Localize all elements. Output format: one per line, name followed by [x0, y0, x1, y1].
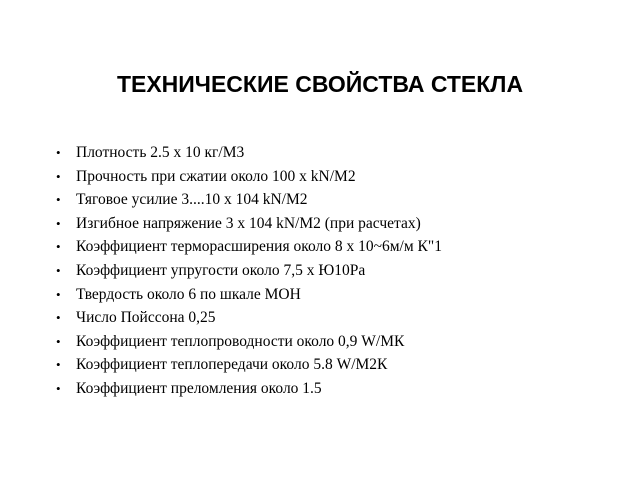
- bullet-icon: •: [56, 380, 61, 396]
- list-item-text: Прочность при сжатии около 100 х kN/М2: [76, 167, 356, 185]
- list-item-text: Коэффициент упругости около 7,5 х Ю10Ра: [76, 261, 366, 279]
- list-item: [56, 188, 616, 212]
- bullet-icon: •: [56, 262, 61, 278]
- list-item: [56, 165, 616, 189]
- list-item-text: Изгибное напряжение 3 х 104 kN/М2 (при расчетах): [76, 214, 421, 232]
- bullet-icon: •: [56, 286, 61, 302]
- properties-list: [56, 141, 616, 401]
- bullet-icon: •: [56, 239, 61, 255]
- bullet-icon: •: [56, 357, 61, 373]
- list-item-text: Твердость около 6 по шкале МОН: [76, 285, 301, 303]
- list-item: [56, 141, 616, 165]
- list-item: [56, 235, 616, 259]
- list-item-text: Коэффициент теплопередачи около 5.8 W/М2К: [76, 356, 388, 374]
- bullet-icon: •: [56, 215, 61, 231]
- bullet-icon: •: [56, 333, 61, 349]
- list-item-text: Тяговое усилие 3....10 х 104 kN/М2: [76, 191, 308, 209]
- list-item-text: Плотность 2.5 х 10 кг/М3: [76, 144, 245, 161]
- list-item-text: Коэффициент преломления около 1.5: [76, 379, 322, 397]
- list-item: [56, 330, 616, 354]
- bullet-icon: •: [56, 168, 61, 184]
- bullet-icon: •: [56, 145, 61, 160]
- list-item-text: Число Пойссона 0,25: [76, 309, 216, 327]
- list-item: [56, 212, 616, 236]
- list-item: [56, 353, 616, 377]
- bullet-icon: •: [56, 192, 61, 208]
- list-item: [56, 377, 616, 401]
- bullet-icon: •: [56, 310, 61, 326]
- list-item: [56, 283, 616, 307]
- list-item: [56, 259, 616, 283]
- list-item: [56, 306, 616, 330]
- slide-title: ТЕХНИЧЕСКИЕ СВОЙСТВА СТЕКЛА: [116, 71, 524, 97]
- list-item-text: Коэффициент теплопроводности около 0,9 W/МК: [76, 332, 405, 350]
- list-item-text: Коэффициент терморасширения около 8 х 10~6м/м К"1: [76, 238, 442, 256]
